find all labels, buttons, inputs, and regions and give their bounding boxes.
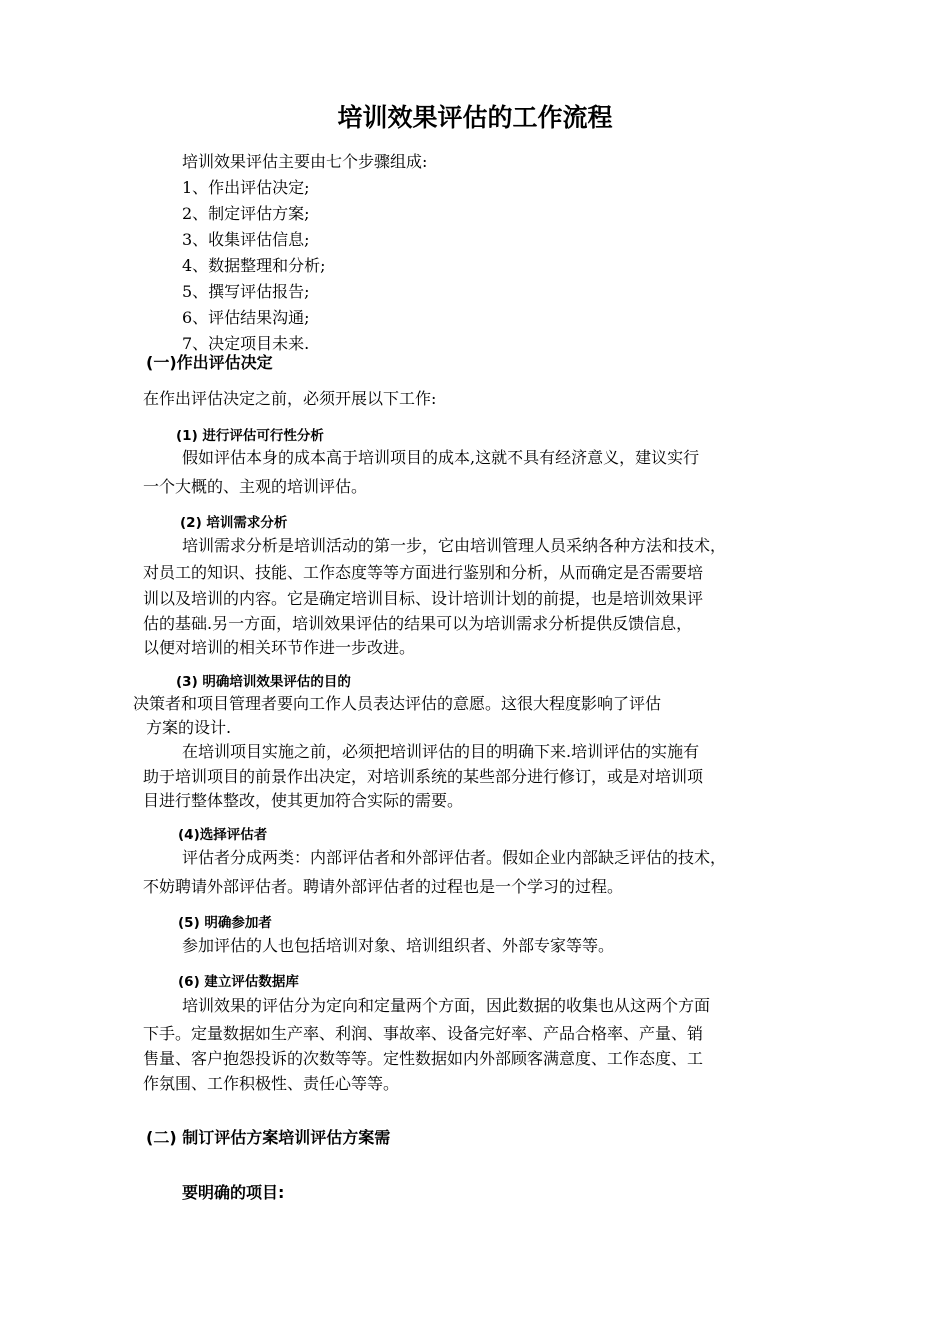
intro-step: 5、撰写评估报告;	[182, 282, 310, 301]
subsection-heading: (4)选择评估者	[178, 827, 268, 843]
paragraph-line: 参加评估的人也包括培训对象、培训组织者、外部专家等等。	[182, 936, 615, 955]
subsection-heading: (3) 明确培训效果评估的目的	[176, 674, 351, 690]
paragraph-line: 下手。定量数据如生产率、利润、事故率、设备完好率、产品合格率、产量、销	[143, 1024, 704, 1043]
section-continuation: 要明确的项目:	[182, 1183, 285, 1202]
subsection-heading: (6) 建立评估数据库	[178, 974, 299, 990]
paragraph-line: 助于培训项目的前景作出决定，对培训系统的某些部分进行修订，或是对培训项	[143, 767, 704, 786]
paragraph-line: 一个大概的、主观的培训评估。	[143, 477, 368, 496]
paragraph-line: 售量、客户抱怨投诉的次数等等。定性数据如内外部顾客满意度、工作态度、工	[143, 1049, 704, 1068]
intro-step: 3、收集评估信息;	[182, 230, 310, 249]
subsection-heading: (1) 进行评估可行性分析	[176, 428, 324, 444]
subsection-heading: (5) 明确参加者	[178, 915, 272, 931]
paragraph-line: 对员工的知识、技能、工作态度等等方面进行鉴别和分析，从而确定是否需要培	[143, 563, 704, 582]
paragraph-line: 以便对培训的相关环节作进一步改进。	[143, 638, 416, 657]
paragraph-line: 决策者和项目管理者要向工作人员表达评估的意愿。这很大程度影响了评估	[133, 694, 662, 713]
intro-step: 6、评估结果沟通;	[182, 308, 310, 327]
subsection-heading: (2) 培训需求分析	[180, 515, 288, 531]
intro-lead: 培训效果评估主要由七个步骤组成:	[182, 152, 428, 171]
paragraph-line: 作氛围、工作积极性、责任心等等。	[143, 1074, 400, 1093]
paragraph-line: 目进行整体整改，使其更加符合实际的需要。	[143, 791, 464, 810]
section-heading: (二) 制订评估方案培训评估方案需	[146, 1128, 391, 1147]
paragraph-line: 训以及培训的内容。它是确定培训目标、设计培训计划的前提，也是培训效果评	[143, 589, 704, 608]
document-title: 培训效果评估的工作流程	[337, 103, 613, 132]
paragraph-line: 假如评估本身的成本高于培训项目的成本,这就不具有经济意义，建议实行	[182, 448, 700, 467]
paragraph-line: 方案的设计.	[146, 718, 232, 737]
paragraph-line: 在培训项目实施之前，必须把培训评估的目的明确下来.培训评估的实施有	[182, 742, 700, 761]
intro-step: 1、作出评估决定;	[182, 178, 310, 197]
intro-step: 4、数据整理和分析;	[182, 256, 326, 275]
paragraph-line: 评估者分成两类：内部评估者和外部评估者。假如企业内部缺乏评估的技术，	[182, 848, 727, 867]
intro-step: 7、决定项目未来.	[182, 334, 310, 353]
section-heading: (一)作出评估决定	[146, 353, 273, 372]
paragraph-line: 培训需求分析是培训活动的第一步，它由培训管理人员采纳各种方法和技术，	[182, 536, 727, 555]
paragraph-line: 不妨聘请外部评估者。聘请外部评估者的过程也是一个学习的过程。	[143, 877, 624, 896]
paragraph-line: 估的基础.另一方面，培训效果评估的结果可以为培训需求分析提供反馈信息，	[143, 614, 693, 633]
intro-step: 2、制定评估方案;	[182, 204, 310, 223]
section-lead: 在作出评估决定之前，必须开展以下工作:	[143, 389, 437, 408]
paragraph-line: 培训效果的评估分为定向和定量两个方面，因此数据的收集也从这两个方面	[182, 996, 711, 1015]
